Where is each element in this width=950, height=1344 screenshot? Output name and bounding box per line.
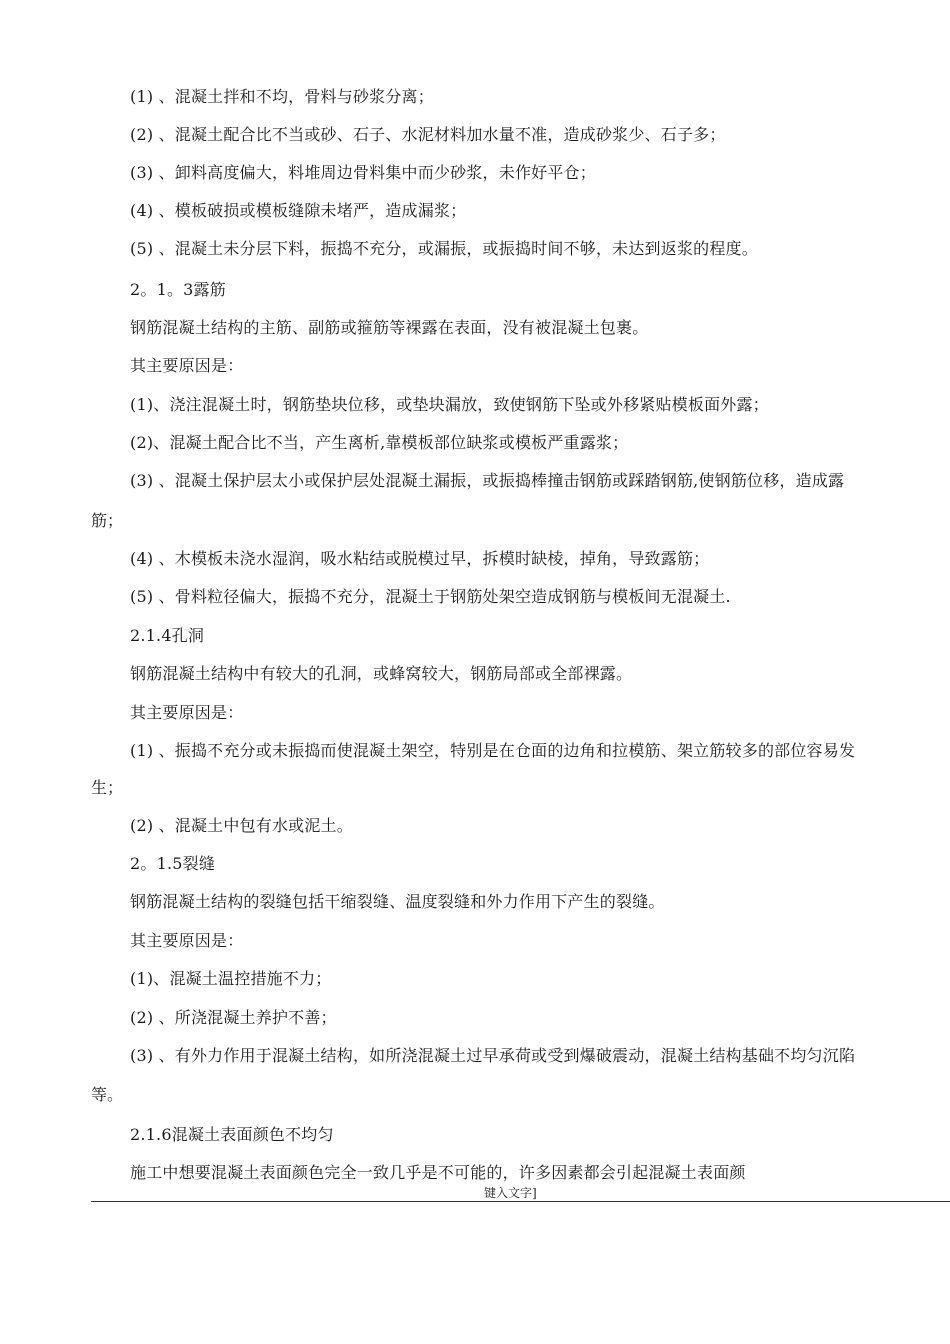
list-item-temperature-control: (1)、混凝土温控措施不力； — [130, 969, 332, 988]
list-item-cover-layer-continued: 筋； — [91, 511, 124, 530]
paragraph-main-causes: 其主要原因是： — [130, 703, 244, 722]
list-item-curing: (2) 、所浇混凝土养护不善； — [130, 1008, 337, 1027]
list-item-insufficient-vibration: (1) 、振捣不充分或未振捣而使混凝土架空，特别是在仓面的边角和拉模筋、架立筋较多的部位容易发 — [130, 741, 856, 760]
paragraph-cracks-definition: 钢筋混凝土结构的裂缝包括干缩裂缝、温度裂缝和外力作用下产生的裂缝。 — [130, 892, 665, 911]
list-item-cover-layer: (3) 、混凝土保护层太小或保护层处混凝土漏振，或振捣棒撞击钢筋或踩踏钢筋,使钢筋位移，造成露 — [130, 471, 845, 490]
list-item-segregation-leak: (2)、混凝土配合比不当，产生离析,靠模板部位缺浆或模板严重露浆； — [130, 433, 629, 452]
list-item-insufficient-vibration-continued: 生； — [91, 778, 124, 797]
paragraph-main-causes: 其主要原因是： — [130, 356, 244, 375]
section-heading-voids: 2.1.4孔洞 — [130, 626, 205, 645]
paragraph-exposed-rebar-definition: 钢筋混凝土结构的主筋、副筋或箍筋等裸露在表面，没有被混凝土包裹。 — [130, 318, 649, 337]
list-item-mix-ratio: (2) 、混凝土配合比不当或砂、石子、水泥材料加水量不准，造成砂浆少、石子多； — [130, 125, 726, 144]
list-item-spacer-shift: (1)、浇注混凝土时，钢筋垫块位移，或垫块漏放，致使钢筋下坠或外移紧贴模板面外露； — [130, 395, 769, 414]
list-item-water-mud: (2) 、混凝土中包有水或泥土。 — [130, 816, 353, 835]
paragraph-main-causes: 其主要原因是： — [130, 931, 244, 950]
section-heading-cracks: 2。1.5裂缝 — [130, 854, 216, 873]
list-item-formwork-leak: (4) 、模板破损或模板缝隙未堵严，造成漏浆； — [130, 201, 467, 220]
footer-divider — [91, 1201, 950, 1202]
paragraph-voids-definition: 钢筋混凝土结构中有较大的孔洞，或蜂窝较大，钢筋局部或全部裸露。 — [130, 664, 633, 683]
section-heading-exposed-rebar: 2。1。3露筋 — [130, 280, 226, 299]
paragraph-color-definition: 施工中想要混凝土表面颜色完全一致几乎是不可能的，许多因素都会引起混凝土表面颜 — [130, 1163, 746, 1182]
list-item-external-force-continued: 等。 — [91, 1085, 124, 1104]
list-item-drop-height: (3) 、卸料高度偏大，料堆周边骨料集中而少砂浆，未作好平仓； — [130, 163, 596, 182]
list-item-layering: (5) 、混凝土未分层下料，振捣不充分，或漏振，或振捣时间不够，未达到返浆的程度。 — [130, 239, 758, 258]
list-item-external-force: (3) 、有外力作用于混凝土结构，如所浇混凝土过早承荷或受到爆破震动，混凝土结构基础不均匀沉陷 — [130, 1046, 856, 1065]
footer-placeholder-text[interactable]: 键入文字] — [484, 1186, 537, 1200]
list-item-segregation: (1) 、混凝土拌和不均，骨料与砂浆分离； — [130, 87, 434, 106]
list-item-aggregate-size: (5) 、骨料粒径偏大，振捣不充分，混凝土于钢筋处架空造成钢筋与模板间无混凝土. — [130, 587, 731, 606]
list-item-wood-formwork: (4) 、木模板未浇水湿润，吸水粘结或脱模过早，拆模时缺棱，掉角，导致露筋； — [130, 549, 710, 568]
section-heading-color: 2.1.6混凝土表面颜色不均匀 — [130, 1125, 334, 1144]
